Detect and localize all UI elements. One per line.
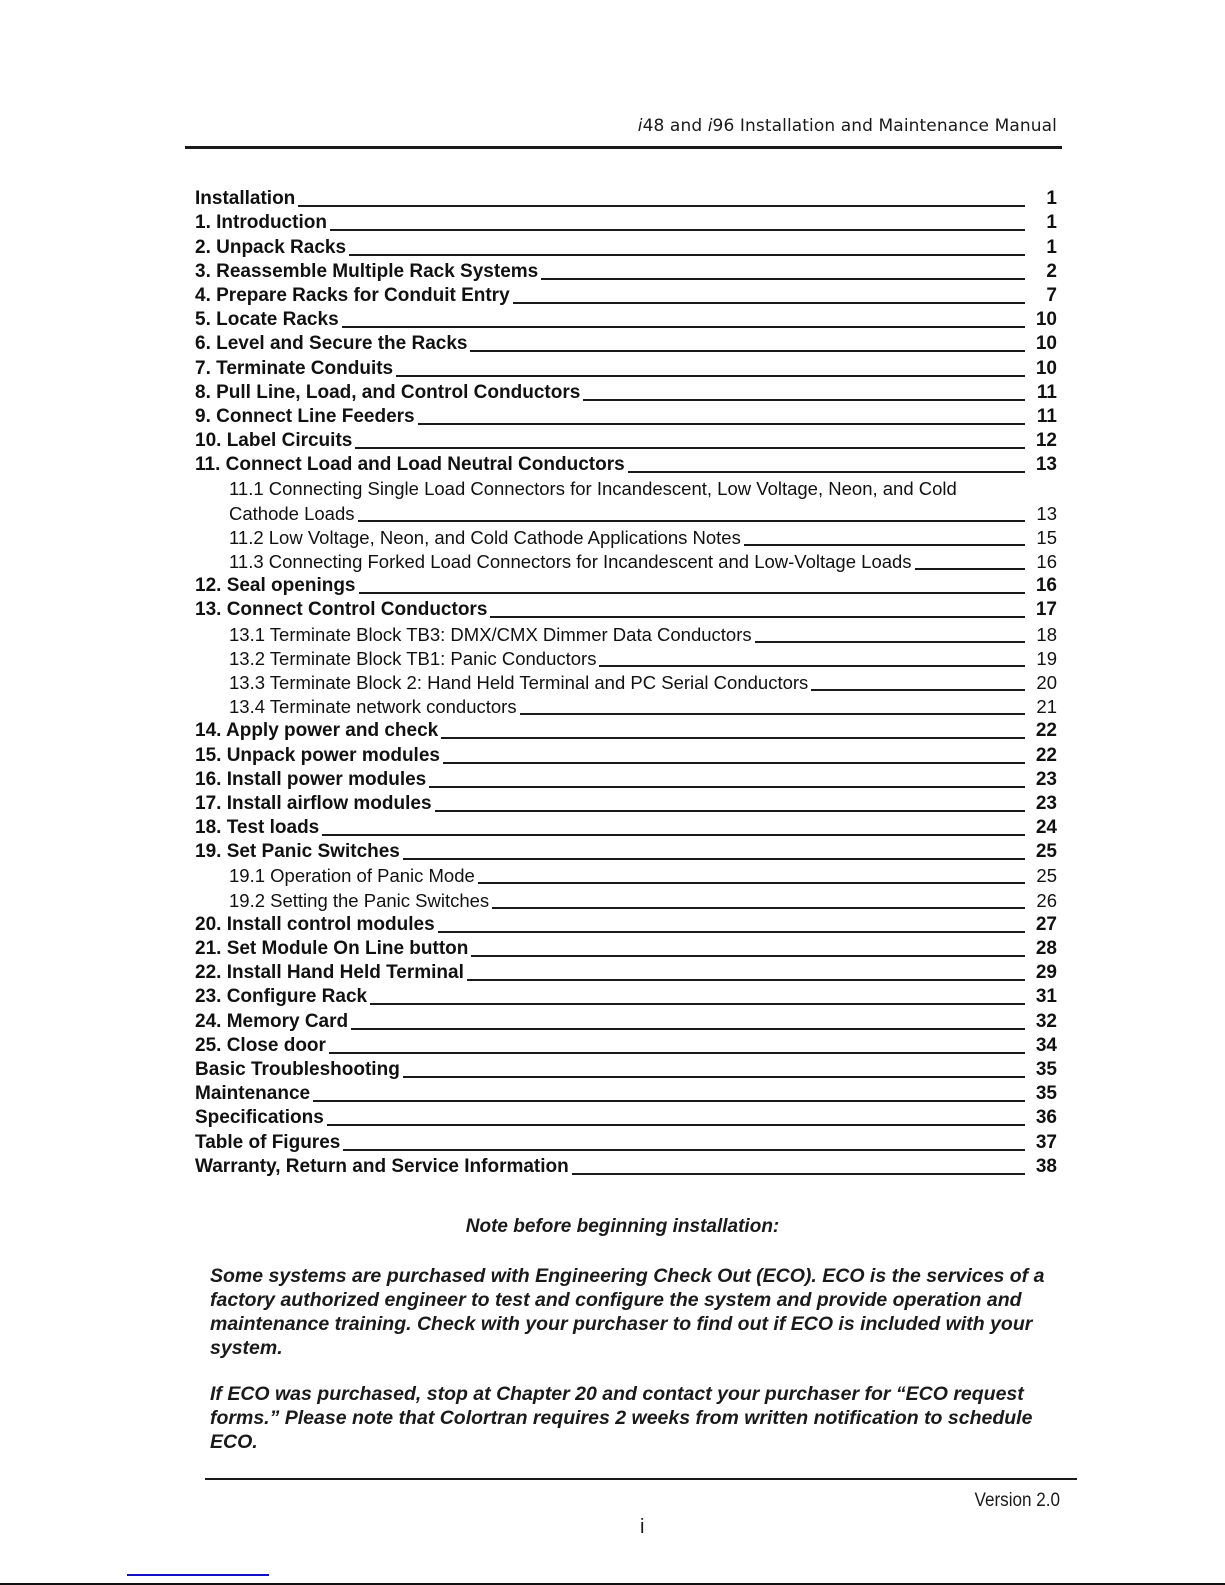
toc-leader-line [492, 907, 1025, 909]
toc-leader-line [811, 689, 1025, 691]
toc-entry-page: 34 [1035, 1034, 1057, 1056]
toc-entry-page: 23 [1035, 768, 1057, 790]
toc-leader-line [438, 931, 1025, 933]
document-header-title [638, 116, 1057, 136]
toc-entry-page: 25 [1036, 865, 1057, 887]
toc-leader-line [330, 229, 1025, 231]
toc-leader-line [471, 955, 1025, 957]
toc-entry-page: 12 [1035, 430, 1057, 452]
toc-entry-page: 28 [1035, 938, 1057, 959]
toc-entry[interactable] [195, 549, 1057, 573]
toc-entry-label: 7. Terminate Conduits [195, 357, 394, 379]
toc-entry-page: 27 [1035, 913, 1057, 935]
toc-entry-label: 14. Apply power and check [195, 720, 439, 742]
toc-leader-line [441, 737, 1025, 739]
toc-entry-page: 1 [1046, 236, 1057, 258]
toc-entry-page: 25 [1035, 841, 1057, 863]
toc-leader-line [403, 1076, 1025, 1078]
toc-entry-page: 21 [1036, 696, 1057, 718]
toc-entry-label: 19.2 Setting the Panic Switches [229, 889, 490, 911]
toc-entry-label: Basic Troubleshooting [195, 1058, 400, 1080]
toc-entry-page: 15 [1036, 526, 1057, 548]
toc-leader-line [744, 544, 1025, 546]
toc-entry[interactable] [195, 525, 1057, 549]
footer-version: Version 2.0 [974, 1490, 1060, 1511]
toc-entry[interactable] [195, 355, 1057, 379]
header-model-2: 96 [712, 116, 735, 136]
toc-leader-line [520, 713, 1025, 715]
toc-entry[interactable] [195, 307, 1057, 331]
toc-entry-page: 23 [1035, 792, 1057, 814]
toc-entry-page: 20 [1036, 671, 1057, 693]
toc-entry[interactable] [195, 936, 1057, 960]
toc-entry-label: 13.1 Terminate Block TB3: DMX/CMX Dimmer Data Conductors [229, 623, 752, 645]
header-and: and [664, 116, 708, 136]
table-of-contents [195, 186, 1057, 1178]
toc-leader-line [583, 399, 1025, 401]
toc-entry[interactable] [195, 259, 1057, 283]
toc-entry[interactable] [195, 767, 1057, 791]
page-number: i [640, 1516, 645, 1538]
toc-entry[interactable] [195, 670, 1057, 694]
toc-entry-label-continued: Cathode Loads [229, 502, 355, 524]
toc-entry-page: 35 [1035, 1083, 1057, 1105]
toc-entry-label: 11.1 Connecting Single Load Connectors for Incandescent, Low Voltage, Neon, and Cold [229, 478, 957, 500]
toc-entry[interactable] [195, 210, 1057, 234]
toc-entry[interactable] [195, 742, 1057, 766]
toc-entry-page: 13 [1035, 454, 1057, 476]
toc-entry-label: 13. Connect Control Conductors [195, 599, 488, 621]
toc-entry[interactable] [195, 960, 1057, 984]
toc-entry-label: Table of Figures [195, 1131, 341, 1153]
toc-entry-label: 21. Set Module On Line button [195, 938, 469, 959]
toc-leader-line [351, 1028, 1025, 1030]
note-title: Note before beginning installation: [465, 1216, 780, 1237]
toc-entry-label: 13.4 Terminate network conductors [229, 696, 517, 718]
header-model-1: 48 [642, 116, 665, 136]
toc-leader-line [628, 471, 1025, 473]
toc-entry[interactable] [195, 1033, 1057, 1057]
toc-leader-line [342, 326, 1025, 328]
toc-entry[interactable] [195, 694, 1057, 718]
toc-leader-line [343, 1149, 1025, 1151]
header-model-prefix-1: i [637, 116, 643, 136]
toc-entry[interactable] [195, 1154, 1057, 1178]
toc-entry-label: Installation [195, 188, 296, 210]
toc-entry-label: 13.3 Terminate Block 2: Hand Held Terminal and PC Serial Conductors [229, 671, 809, 693]
toc-entry-label: 20. Install control modules [195, 913, 435, 935]
toc-entry-label: 23. Configure Rack [195, 986, 368, 1008]
toc-leader-line [313, 1100, 1025, 1102]
toc-entry[interactable] [195, 646, 1057, 670]
toc-entry[interactable] [195, 912, 1057, 936]
toc-leader-line [435, 810, 1025, 812]
toc-entry-page: 10 [1035, 309, 1057, 331]
toc-leader-line [359, 592, 1026, 594]
toc-entry[interactable] [195, 283, 1057, 307]
toc-leader-line [478, 882, 1025, 884]
toc-entry-label: 12. Seal openings [195, 575, 356, 597]
toc-entry-page: 11 [1036, 405, 1057, 427]
toc-entry-label: 8. Pull Line, Load, and Control Conductors [195, 381, 581, 403]
toc-leader-line [599, 665, 1025, 667]
toc-entry-page: 10 [1035, 333, 1057, 355]
toc-entry-page: 22 [1035, 744, 1057, 766]
toc-entry-page: 11 [1036, 381, 1057, 403]
header-title-rest: Installation and Maintenance Manual [734, 116, 1057, 136]
toc-leader-line [355, 447, 1025, 449]
toc-entry[interactable] [195, 718, 1057, 742]
toc-entry[interactable] [195, 887, 1057, 911]
toc-entry[interactable] [195, 984, 1057, 1008]
toc-leader-line [755, 641, 1025, 643]
toc-entry-label: 5. Locate Racks [195, 309, 339, 331]
toc-entry[interactable] [195, 1057, 1057, 1081]
toc-entry-label: 10. Label Circuits [195, 430, 353, 452]
toc-entry-page: 16 [1036, 551, 1057, 572]
toc-entry-label: 2. Unpack Racks [195, 236, 347, 258]
toc-entry-page: 18 [1036, 623, 1057, 645]
toc-entry-page: 32 [1035, 1010, 1057, 1032]
link-underline [127, 1574, 269, 1576]
toc-entry-page: 1 [1046, 188, 1057, 210]
toc-leader-line [490, 616, 1025, 618]
toc-entry-page: 19 [1036, 647, 1057, 669]
toc-leader-line [467, 979, 1025, 981]
toc-entry[interactable] [195, 1105, 1057, 1129]
toc-entry-page: 35 [1035, 1058, 1057, 1080]
toc-entry-page: 22 [1035, 720, 1057, 742]
toc-entry-label: 25. Close door [195, 1034, 326, 1056]
toc-entry-label: Specifications [195, 1107, 324, 1129]
toc-entry[interactable] [195, 839, 1057, 863]
toc-entry-page: 38 [1035, 1155, 1057, 1177]
toc-entry-page: 2 [1046, 260, 1057, 282]
toc-entry[interactable] [195, 476, 1057, 524]
toc-entry-label: 6. Level and Secure the Racks [195, 333, 468, 355]
toc-entry-label: 18. Test loads [195, 817, 320, 839]
toc-entry[interactable] [195, 1081, 1057, 1105]
toc-entry-label: 11.3 Connecting Forked Load Connectors for Incandescent and Low-Voltage Loads [229, 551, 912, 572]
toc-leader-line [429, 786, 1025, 788]
toc-entry-label: 16. Install power modules [195, 768, 427, 790]
toc-entry-label: 3. Reassemble Multiple Rack Systems [195, 260, 539, 282]
toc-entry[interactable] [195, 380, 1057, 404]
header-rule [185, 146, 1062, 149]
toc-entry-label: Warranty, Return and Service Information [195, 1155, 569, 1177]
toc-entry-page: 31 [1035, 986, 1057, 1008]
toc-entry-label: Maintenance [195, 1083, 311, 1105]
toc-entry[interactable] [195, 573, 1057, 597]
toc-entry-label: 13.2 Terminate Block TB1: Panic Conductors [229, 647, 597, 669]
toc-entry-page: 7 [1046, 284, 1057, 306]
toc-entry[interactable] [195, 186, 1057, 210]
toc-entry-label: 11.2 Low Voltage, Neon, and Cold Cathode Applications Notes [229, 526, 741, 548]
note-paragraph-eco: Some systems are purchased with Engineering Check Out (ECO). ECO is the services of a factory authorized engineer to test and configure the system and provide operation and maintenance training. Check with your purchaser to find out if ECO is included with your system. [210, 1265, 1045, 1359]
toc-entry-label: 17. Install airflow modules [195, 792, 432, 814]
toc-entry[interactable] [195, 597, 1057, 621]
toc-entry[interactable] [195, 452, 1057, 476]
toc-entry-page: 17 [1035, 599, 1057, 621]
toc-entry-label: 1. Introduction [195, 212, 327, 234]
toc-leader-line [358, 520, 1026, 522]
toc-leader-line [418, 423, 1025, 425]
toc-leader-line [298, 205, 1025, 207]
toc-entry-page: 26 [1036, 889, 1057, 911]
toc-entry[interactable] [195, 863, 1057, 887]
toc-leader-line [443, 762, 1025, 764]
toc-leader-line [329, 1052, 1025, 1054]
toc-entry-label: 9. Connect Line Feeders [195, 405, 415, 427]
toc-entry-page: 1 [1046, 212, 1057, 234]
toc-entry-label: 22. Install Hand Held Terminal [195, 962, 464, 984]
toc-entry-label: 24. Memory Card [195, 1010, 349, 1032]
toc-leader-line [322, 834, 1025, 836]
note-paragraph-eco-request: If ECO was purchased, stop at Chapter 20 and contact your purchaser for “ECO request forms.” Please note that Colortran requires 2 weeks from written notification to schedule ECO. [210, 1383, 1033, 1453]
toc-entry-page: 10 [1035, 357, 1057, 379]
toc-leader-line [470, 350, 1025, 352]
toc-leader-line [396, 375, 1025, 377]
toc-entry-page: 16 [1035, 575, 1057, 597]
toc-entry[interactable] [195, 791, 1057, 815]
toc-entry[interactable] [195, 621, 1057, 645]
toc-entry-label: 11. Connect Load and Load Neutral Conductors [195, 454, 625, 476]
toc-entry-label: 19. Set Panic Switches [195, 841, 400, 863]
toc-leader-line [403, 858, 1025, 860]
toc-entry-page: 29 [1035, 962, 1057, 984]
toc-entry-page: 36 [1035, 1107, 1057, 1129]
toc-leader-line [513, 302, 1025, 304]
toc-entry-page: 37 [1035, 1131, 1057, 1153]
toc-leader-line [915, 568, 1025, 570]
toc-leader-line [541, 278, 1025, 280]
toc-entry[interactable] [195, 234, 1057, 258]
footer-rule [205, 1478, 1077, 1480]
toc-entry[interactable] [195, 331, 1057, 355]
toc-leader-line [572, 1173, 1025, 1175]
toc-leader-line [327, 1124, 1025, 1126]
toc-leader-line [349, 254, 1025, 256]
toc-entry[interactable] [195, 815, 1057, 839]
toc-entry[interactable] [195, 1129, 1057, 1153]
header-model-prefix-2: i [707, 116, 713, 136]
toc-entry-label: 15. Unpack power modules [195, 744, 440, 766]
toc-entry[interactable] [195, 1008, 1057, 1032]
toc-entry-page: 24 [1035, 817, 1057, 839]
toc-leader-line [370, 1003, 1025, 1005]
toc-entry[interactable] [195, 428, 1057, 452]
toc-entry-label: 19.1 Operation of Panic Mode [229, 865, 475, 887]
toc-entry[interactable] [195, 404, 1057, 428]
toc-entry-page: 13 [1036, 502, 1057, 524]
toc-entry-label: 4. Prepare Racks for Conduit Entry [195, 284, 510, 306]
